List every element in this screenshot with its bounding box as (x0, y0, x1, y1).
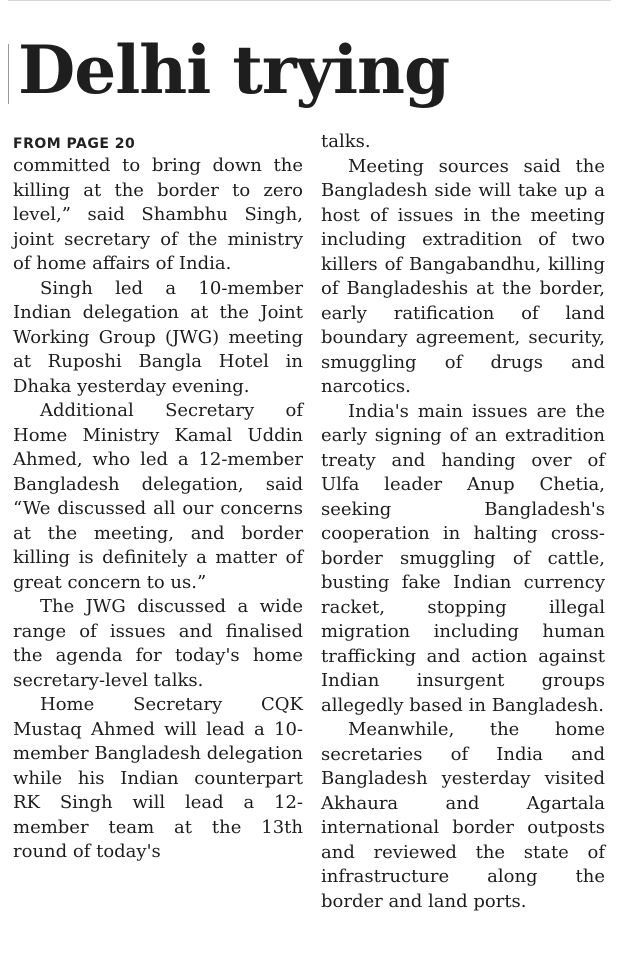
top-rule (8, 0, 611, 1)
paragraph: Home Secretary CQK Mustaq Ahmed will lead a 10-member Bangladesh delegation while his Indian counterpart RK Singh will lead a 12-member team at the 13th round of today's (13, 694, 303, 862)
paragraph: Singh led a 10-member Indian delegation at the Joint Working Group (JWG) meeting at Ruposhi Bangla Hotel in Dhaka yesterday evening. (13, 277, 303, 397)
paragraph: talks. (321, 131, 371, 152)
paragraph: India's main issues are the early signing of an extradition treaty and handing over of Ulfa leader Anup Chetia, seeking Bangladesh's cooperation in halting cross-border smuggling of cattle, busting fake Indian currency racket, stopping illegal migration including human trafficking and action against Indian insurgent groups allegedly based in Bangladesh. (321, 400, 605, 716)
headline: Delhi trying (18, 31, 450, 109)
paragraph: Meeting sources said the Bangladesh side will take up a host of issues in the meeting including extradition of two killers of Bangabandhu, killing of Bangladeshis at the border, early ratification of land boundary agreement, security, smuggling of drugs and narcotics. (321, 155, 605, 397)
article-column-right (321, 131, 605, 914)
paragraph: Meanwhile, the home secretaries of India and Bangladesh yesterday visited Akhaura and Agartala international border outposts and reviewed the state of infrastructure along the border and land ports. (321, 719, 605, 912)
kicker: FROM PAGE 20 (13, 136, 136, 152)
left-rule (8, 44, 9, 104)
paragraph: The JWG discussed a wide range of issues and finalised the agenda for today's home secretary-level talks. (13, 596, 303, 691)
article-column-left (13, 134, 303, 865)
paragraph: Additional Secretary of Home Ministry Kamal Uddin Ahmed, who led a 12-member Bangladesh delegation, said “We discussed all our concerns at the meeting, and border killing is definitely a matter of great concern to us.” (13, 400, 303, 593)
paragraph: committed to bring down the killing at the border to zero level,” said Shambhu Singh, joint secretary of the ministry of home affairs of India. (13, 155, 303, 274)
